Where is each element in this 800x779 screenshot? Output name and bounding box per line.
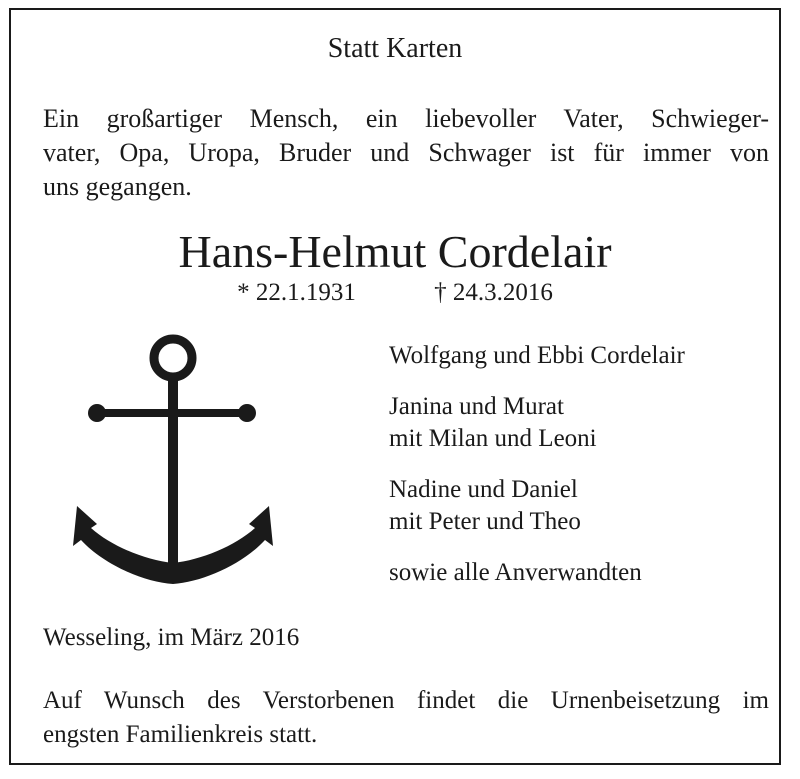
mourner-line: mit Peter und Theo [389, 508, 581, 535]
deceased-name: Hans-Helmut Cordelair [178, 226, 612, 277]
mourner-group [389, 557, 769, 589]
birth-date: * 22.1.1931 [237, 279, 356, 306]
obituary-notice [9, 8, 781, 765]
death-date: † 24.3.2016 [434, 279, 553, 306]
mourner-line: sowie alle Anverwandten [389, 559, 642, 586]
mourner-line: mit Milan und Leoni [389, 425, 597, 452]
intro-line: uns gegangen. [43, 172, 192, 201]
intro-line: vater, Opa, Uropa, Bruder und Schwager ist für immer von [43, 138, 769, 167]
wish-line: Auf Wunsch des Verstorbenen findet die Urnenbeisetzung im [43, 687, 769, 714]
mourner-group [389, 474, 769, 538]
intro-text [43, 102, 769, 204]
burial-wish-text [43, 684, 769, 752]
mourner-group [389, 391, 769, 455]
mourner-list [389, 340, 769, 608]
place-date: Wesseling, im März 2016 [43, 624, 300, 651]
intro-line: Ein großartiger Mensch, ein liebevoller Vater, Schwieger- [43, 104, 769, 133]
notice-heading: Statt Karten [327, 33, 463, 64]
life-dates [11, 278, 779, 308]
wish-line: engsten Familienkreis statt. [43, 721, 318, 748]
mourner-line: Nadine und Daniel [389, 476, 578, 503]
mourner-line: Janina und Murat [389, 393, 564, 420]
mourner-group [389, 340, 769, 372]
mourner-line: Wolfgang und Ebbi Cordelair [389, 342, 685, 369]
anchor-icon [61, 328, 287, 598]
